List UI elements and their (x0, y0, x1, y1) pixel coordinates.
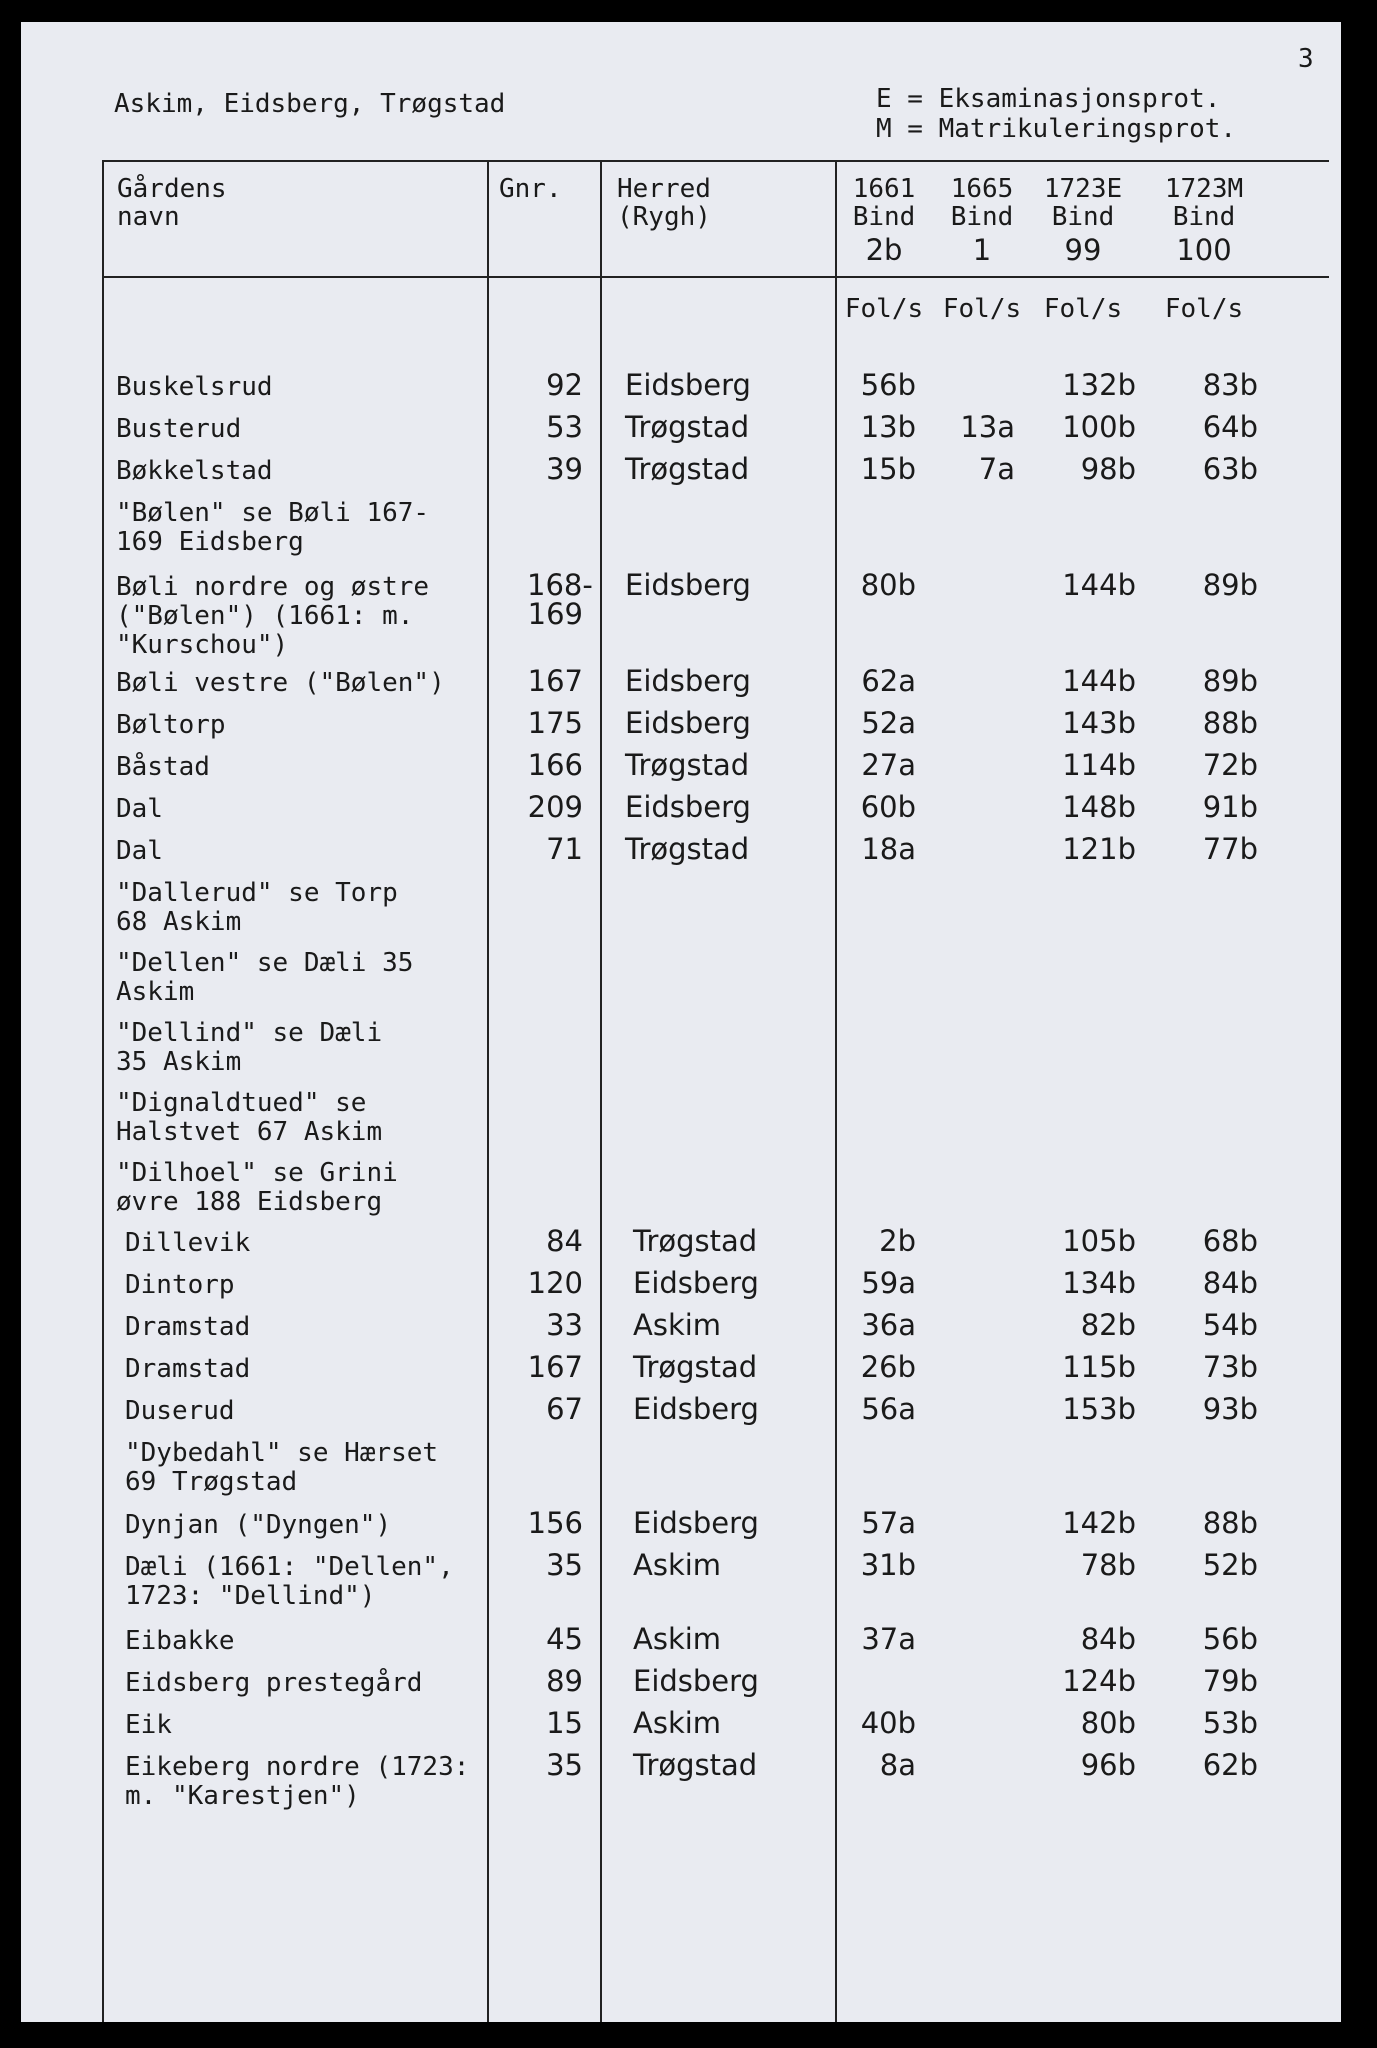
farm-name-line: Bøli vestre ("Bølen") (116, 668, 445, 698)
gnr-value: 39 (546, 452, 583, 486)
gnr-value: 71 (546, 832, 583, 866)
table-header-rule (102, 276, 1329, 278)
gnr-value: 169 (527, 597, 583, 631)
folio-value-f1661: 8a (879, 1748, 916, 1782)
folio-value-f1723m: 93b (1202, 1392, 1258, 1426)
header-gnr: Gnr. (499, 174, 562, 204)
gnr-value: 67 (546, 1392, 583, 1426)
folio-value-f1723m: 88b (1202, 1506, 1258, 1540)
folio-value-f1661: 60b (860, 790, 916, 824)
gnr-value: 156 (527, 1506, 583, 1540)
year-label: 1723M (1164, 174, 1244, 204)
farm-name-line: 35 Askim (116, 1047, 242, 1077)
farm-name-line: Dæli (1661: "Dellen", (125, 1552, 454, 1582)
farm-name-line: Eibakke (125, 1626, 235, 1656)
gnr-value: 209 (527, 790, 583, 824)
farm-name-line: Duserud (125, 1396, 235, 1426)
folio-value-f1723e: 100b (1062, 410, 1136, 444)
document-page (21, 22, 1341, 2022)
folio-value-f1661: 13b (860, 410, 916, 444)
folio-value-f1661: 18a (861, 832, 916, 866)
folio-label: Fol/s (942, 294, 1022, 324)
folio-value-f1723e: 114b (1062, 748, 1136, 782)
folio-value-f1661: 15b (860, 452, 916, 486)
gnr-value: 15 (546, 1706, 583, 1740)
farm-name-line: øvre 188 Eidsberg (116, 1187, 383, 1217)
herred-value: Trøgstad (625, 748, 750, 782)
folio-value-f1661: 26b (860, 1350, 916, 1384)
folio-value-f1723e: 121b (1062, 832, 1136, 866)
folio-value-f1723e: 115b (1062, 1350, 1136, 1384)
herred-value: Eidsberg (625, 706, 751, 740)
herred-value: Eidsberg (625, 368, 751, 402)
folio-value-f1723m: 72b (1202, 748, 1258, 782)
gnr-value: 167 (527, 664, 583, 698)
farm-name-line: Dramstad (125, 1312, 251, 1342)
herred-value: Trøgstad (633, 1350, 758, 1384)
folio-value-f1723e: 80b (1080, 1706, 1136, 1740)
header-herred-line-2: (Rygh) (617, 202, 711, 232)
farm-name-line: Båstad (116, 752, 210, 782)
gnr-value: 120 (527, 1266, 583, 1300)
legend-line-2: M = Matrikuleringsprot. (876, 114, 1237, 144)
folio-value-f1723e: 96b (1080, 1748, 1136, 1782)
gnr-value: 92 (546, 368, 583, 402)
herred-value: Trøgstad (625, 452, 750, 486)
farm-name-line: "Dellen" se Dæli 35 (116, 948, 414, 978)
farm-name-line: "Dellind" se Dæli (116, 1018, 383, 1048)
gnr-value: 35 (546, 1748, 583, 1782)
gnr-value: 33 (546, 1308, 583, 1342)
farm-name-line: Dal (116, 836, 163, 866)
herred-value: Trøgstad (633, 1224, 758, 1258)
herred-value: Eidsberg (625, 568, 751, 602)
folio-label: Fol/s (1164, 294, 1244, 324)
header-name-line-2: navn (117, 202, 180, 232)
table-left-border (102, 160, 104, 2022)
herred-value: Askim (633, 1706, 722, 1740)
farm-name-line: Dynjan ("Dyngen") (125, 1510, 392, 1540)
folio-value-f1661: 57a (861, 1506, 916, 1540)
bind-number: 99 (1064, 233, 1102, 267)
folio-value-f1723e: 143b (1062, 706, 1136, 740)
folio-value-f1723m: 62b (1202, 1748, 1258, 1782)
folio-value-f1723m: 83b (1202, 368, 1258, 402)
herred-value: Askim (633, 1308, 722, 1342)
folio-value-f1723m: 68b (1202, 1224, 1258, 1258)
gnr-value: 35 (546, 1548, 583, 1582)
gnr-value: 168- (527, 568, 593, 602)
page-title: Askim, Eidsberg, Trøgstad (114, 89, 506, 119)
folio-label: Fol/s (1043, 294, 1123, 324)
folio-value-f1723m: 52b (1202, 1548, 1258, 1582)
gnr-value: 84 (546, 1224, 583, 1258)
folio-value-f1661: 80b (860, 568, 916, 602)
herred-value: Eidsberg (633, 1392, 759, 1426)
farm-name-line: Bøli nordre og østre (116, 572, 430, 602)
folio-value-f1661: 27a (861, 748, 916, 782)
folio-value-f1723m: 73b (1202, 1350, 1258, 1384)
gnr-value: 45 (546, 1622, 583, 1656)
column-divider-gnr (487, 160, 489, 2022)
farm-name-line: 169 Eidsberg (116, 527, 304, 557)
page-number: 3 (1298, 44, 1314, 74)
folio-value-f1661: 36a (861, 1308, 916, 1342)
folio-value-f1723m: 88b (1202, 706, 1258, 740)
folio-value-f1723m: 53b (1202, 1706, 1258, 1740)
farm-name-line: Dintorp (125, 1270, 235, 1300)
folio-value-f1661: 31b (860, 1548, 916, 1582)
herred-value: Askim (633, 1548, 722, 1582)
folio-value-f1723e: 132b (1062, 368, 1136, 402)
farm-name-line: Eidsberg prestegård (125, 1668, 423, 1698)
folio-value-f1723e: 134b (1062, 1266, 1136, 1300)
farm-name-line: ("Bølen") (1661: m. (116, 601, 414, 631)
folio-value-f1723m: 56b (1202, 1622, 1258, 1656)
farm-name-line: Eikeberg nordre (1723: (125, 1752, 470, 1782)
farm-name-line: "Dilhoel" se Grini (116, 1158, 398, 1188)
herred-value: Askim (633, 1622, 722, 1656)
farm-name-line: m. "Karestjen") (125, 1781, 360, 1811)
folio-value-f1723e: 124b (1062, 1664, 1136, 1698)
bind-label: Bind (950, 202, 1014, 232)
folio-value-f1723e: 82b (1080, 1308, 1136, 1342)
folio-value-f1723e: 84b (1080, 1622, 1136, 1656)
table-top-rule (102, 160, 1329, 162)
legend-line-1: E = Eksaminasjonsprot. (876, 84, 1221, 114)
folio-value-f1723m: 89b (1202, 664, 1258, 698)
folio-value-f1723m: 89b (1202, 568, 1258, 602)
folio-value-f1661: 2b (879, 1224, 916, 1258)
farm-name-line: "Dallerud" se Torp (116, 878, 398, 908)
folio-value-f1723m: 79b (1202, 1664, 1258, 1698)
farm-name-line: 1723: "Dellind") (125, 1581, 376, 1611)
year-label: 1723E (1043, 174, 1123, 204)
herred-value: Trøgstad (625, 410, 750, 444)
herred-value: Eidsberg (633, 1664, 759, 1698)
folio-value-f1723e: 142b (1062, 1506, 1136, 1540)
folio-label: Fol/s (844, 294, 924, 324)
folio-value-f1723e: 98b (1080, 452, 1136, 486)
folio-value-f1723e: 144b (1062, 568, 1136, 602)
herred-value: Eidsberg (625, 664, 751, 698)
gnr-value: 89 (546, 1664, 583, 1698)
farm-name-line: Dillevik (125, 1228, 251, 1258)
header-herred-line-1: Herred (617, 174, 711, 204)
gnr-value: 175 (527, 706, 583, 740)
farm-name-line: "Dignaldtued" se (116, 1088, 367, 1118)
folio-value-f1723m: 54b (1202, 1308, 1258, 1342)
bind-number: 100 (1176, 233, 1232, 267)
folio-value-f1723m: 91b (1202, 790, 1258, 824)
herred-value: Eidsberg (625, 790, 751, 824)
folio-value-f1661: 52a (861, 706, 916, 740)
bind-label: Bind (1172, 202, 1236, 232)
farm-name-line: Bøltorp (116, 710, 226, 740)
bind-label: Bind (852, 202, 916, 232)
herred-value: Trøgstad (625, 832, 750, 866)
farm-name-line: Buskelsrud (116, 372, 273, 402)
folio-value-f1661: 37a (861, 1622, 916, 1656)
gnr-value: 53 (546, 410, 583, 444)
farm-name-line: "Kurschou") (116, 630, 289, 660)
year-label: 1661 (852, 174, 916, 204)
year-label: 1665 (950, 174, 1014, 204)
farm-name-line: Dal (116, 794, 163, 824)
folio-value-f1661: 56a (861, 1392, 916, 1426)
farm-name-line: "Bølen" se Bøli 167- (116, 498, 430, 528)
folio-value-f1661: 56b (860, 368, 916, 402)
folio-value-f1661: 40b (860, 1706, 916, 1740)
folio-value-f1723e: 144b (1062, 664, 1136, 698)
folio-value-f1661: 59a (861, 1266, 916, 1300)
farm-name-line: 69 Trøgstad (125, 1467, 298, 1497)
farm-name-line: Halstvet 67 Askim (116, 1117, 383, 1147)
farm-name-line: Eik (125, 1710, 172, 1740)
folio-value-f1723m: 64b (1202, 410, 1258, 444)
folio-value-f1723e: 153b (1062, 1392, 1136, 1426)
folio-value-f1661: 62a (861, 664, 916, 698)
herred-value: Eidsberg (633, 1506, 759, 1540)
folio-value-f1723e: 78b (1080, 1548, 1136, 1582)
bind-label: Bind (1051, 202, 1115, 232)
farm-name-line: Askim (116, 977, 195, 1007)
folio-value-f1723m: 84b (1202, 1266, 1258, 1300)
folio-value-f1665: 13a (960, 410, 1015, 444)
farm-name-line: Busterud (116, 414, 242, 444)
farm-name-line: "Dybedahl" se Hærset (125, 1438, 439, 1468)
folio-value-f1723m: 77b (1202, 832, 1258, 866)
folio-value-f1723e: 148b (1062, 790, 1136, 824)
bind-number: 1 (972, 233, 992, 267)
folio-value-f1723m: 63b (1202, 452, 1258, 486)
farm-name-line: 68 Askim (116, 907, 242, 937)
farm-name-line: Bøkkelstad (116, 456, 273, 486)
column-divider-herred (600, 160, 602, 2022)
herred-value: Trøgstad (633, 1748, 758, 1782)
herred-value: Eidsberg (633, 1266, 759, 1300)
header-name-line-1: Gårdens (117, 174, 227, 204)
gnr-value: 167 (527, 1350, 583, 1384)
folio-value-f1723e: 105b (1062, 1224, 1136, 1258)
farm-name-line: Dramstad (125, 1354, 251, 1384)
gnr-value: 166 (527, 748, 583, 782)
folio-value-f1665: 7a (978, 452, 1015, 486)
bind-number: 2b (865, 233, 903, 267)
